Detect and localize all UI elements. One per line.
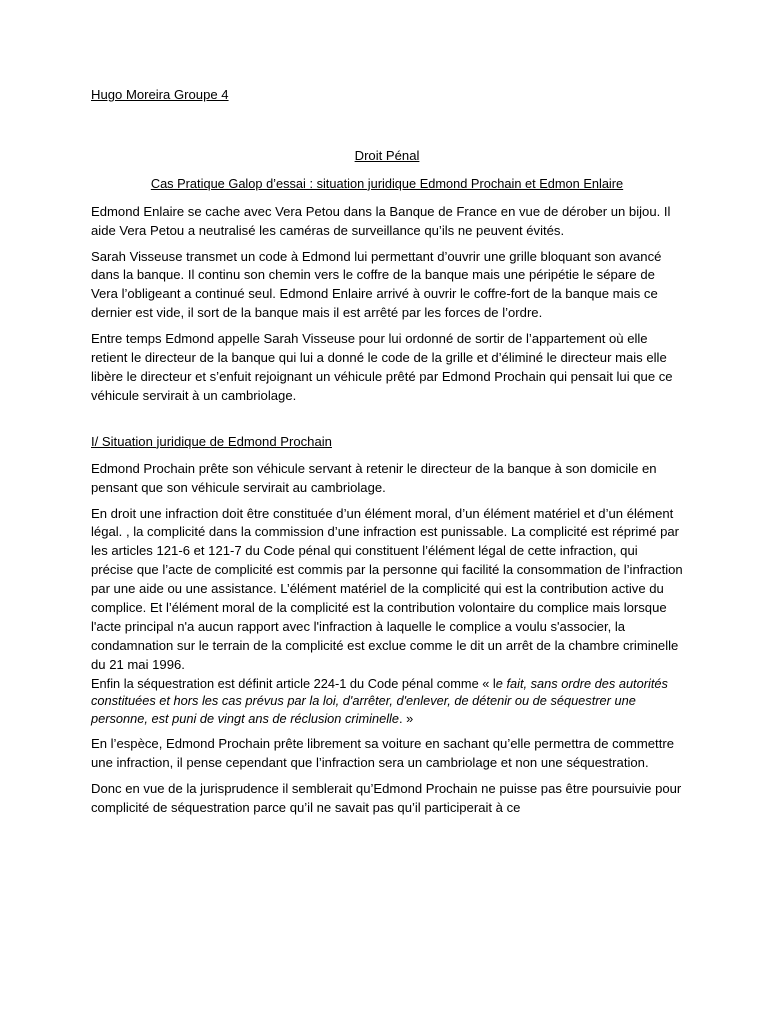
section-heading: I/ Situation juridique de Edmond Prochain <box>91 433 332 449</box>
author-line: Hugo Moreira Groupe 4 <box>91 87 229 102</box>
quote-paragraph <box>91 675 683 728</box>
document-title: Droit Pénal <box>354 147 420 163</box>
section-paragraph-4: Donc en vue de la jurisprudence il semblerait qu’Edmond Prochain ne puisse pas être poursuivie pour complicité de séquestration parce qu’il ne savait pas qu’il participerait à ce <box>91 780 682 815</box>
document-subtitle: Cas Pratique Galop d’essai : situation juridique Edmond Prochain et Edmon Enlaire <box>150 175 624 191</box>
intro-paragraph-2: Sarah Visseuse transmet un code à Edmond lui permettant d’ouvrir une grille bloquant son avancé dans la banque. Il continu son chemin vers le coffre de la banque mais une péripétie le sépare de Vera l’obligeant a continué seul. Edmond Enlaire arrivé à ouvrir le coffre-fort de la banque mais ce dernier est vide, il sort de la banque mais il est arrêté par les forces de l’ordre. <box>91 248 662 321</box>
intro-paragraph-3: Entre temps Edmond appelle Sarah Visseuse pour lui ordonné de sortir de l’appartement où elle retient le directeur de la banque qui lui a donné le code de la grille et d’éliminé le directeur mais elle libère le directeur et s’enfuit rejoignant un véhicule prêté par Edmond Prochain qui pensait lui que ce véhicule servirait à un cambriolage. <box>91 331 673 403</box>
quote-tail: . » <box>399 710 414 726</box>
quote-lead: Enfin la séquestration est définit article 224-1 du Code pénal comme « l <box>91 675 496 691</box>
section-paragraph-1: Edmond Prochain prête son véhicule servant à retenir le directeur de la banque à son domicile en pensant que son véhicule servirait au cambriolage. <box>91 460 657 495</box>
section-paragraph-2: En droit une infraction doit être constituée d’un élément moral, d’un élément matériel et d’un élément légal. , la complicité dans la commission d’une infraction est punissable. La complicité est réprimé par les articles 121-6 et 121-7 du Code pénal qui constituent l’élément légal de cette infraction, qui précise que l’acte de complicité est commis par la personne qui facilité la consommation de l’infraction par une aide ou une assistance. L’élément matériel de la complicité qui est la contribution active du complice. Et l’élément moral de la complicité est la contribution volontaire du complice mais lorsque l'acte principal n'a aucun rapport avec l'infraction à laquelle le complice a voulu s'associer, la condamnation sur le terrain de la complicité est exclue comme le dit un arrêt de la chambre criminelle du 21 mai 1996. <box>91 505 683 672</box>
document-body <box>91 86 683 825</box>
intro-paragraph-1: Edmond Enlaire se cache avec Vera Petou dans la Banque de France en vue de dérober un bijou. Il aide Vera Petou a neutralisé les caméras de surveillance qu’ils ne peuvent évités. <box>91 203 671 238</box>
section-paragraph-3: En l’espèce, Edmond Prochain prête librement sa voiture en sachant qu’elle permettra de commettre une infraction, il pense cependant que l’infraction sera un cambriolage et non une séquestration. <box>91 736 674 771</box>
quote-text: e fait, sans ordre des autorités constituées et hors les cas prévus par la loi, d'arrêter, d'enlever, de détenir ou de séquestrer une personne, est puni de vingt ans de réclusion criminelle <box>91 675 668 726</box>
